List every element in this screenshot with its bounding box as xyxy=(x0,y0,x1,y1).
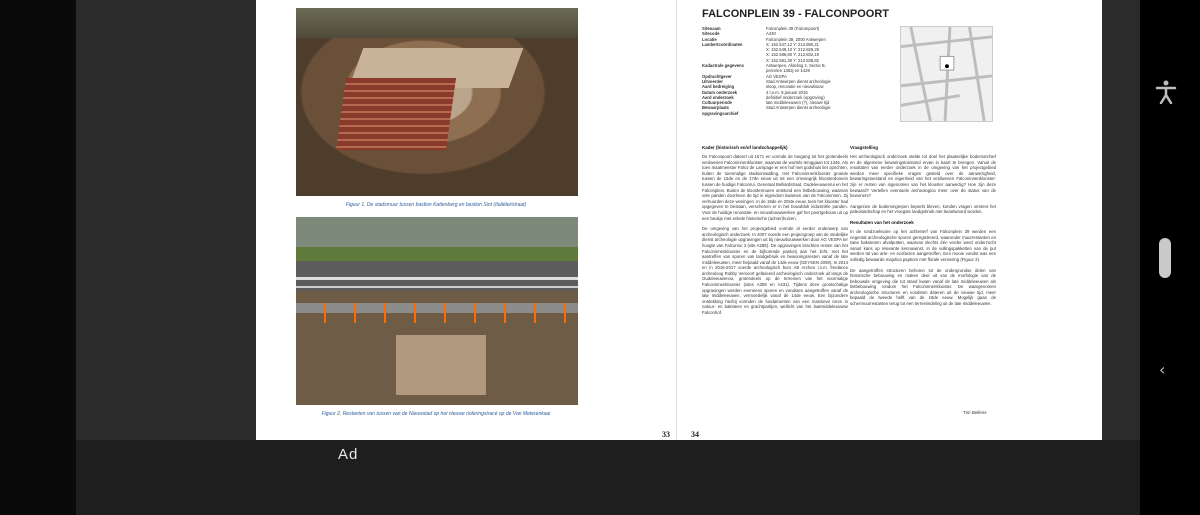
chevron-left-icon[interactable]: ‹ xyxy=(1159,360,1166,379)
accessibility-icon[interactable] xyxy=(1155,80,1177,104)
figure-1-caption: Figuur 1. De stadsmuur tussen bastion Kattenberg en bastion Sint (Italiëlei/straat) xyxy=(345,202,527,208)
location-map xyxy=(900,26,993,122)
figure-2-photo xyxy=(296,217,578,405)
paragraph: Het archeologisch onderzoek stelde tot doel het plaatselijke bodemarchief en de algemene bewaringstoestand ervan in kaart te brengen. Vanuit de resultaten van eerder onderzoek in de omgeving van het projectgebied werden meer specifieke vragen gesteld over de aanwezigheid, bewaringstoestand en eigenheid van het verdwenen Falconinnenklooster: zijn er resten van ingenomen van het klooster aanwezig? Hoe zijn deze bewaard? Vertellen eventuele archeologica meer over de status van de bewoners? xyxy=(850,154,996,199)
meta-value: X: 152.591,30 Y: 212.838,82 xyxy=(766,57,820,63)
page-number-left: 33 xyxy=(662,430,670,439)
meta-value: late middeleeuwen (?), nieuwe tijd xyxy=(766,100,830,106)
meta-value: percelen 1362j en 1428 xyxy=(766,68,810,74)
meta-key: Lambertcoördinaten xyxy=(702,41,743,47)
meta-key: Sitecode xyxy=(702,31,720,37)
meta-key: Datum onderzoek xyxy=(702,89,738,95)
paragraph: De omgeving van het projectgebied vormde al eerder onderwerp van archeologisch onderzoek. In 2007 voerde een projectgroep van de stedelijke dienst archeologie opgravingen uit bij nieuwbouwwerken door AG VESPA ter hoogte van Falconrui 3 (site A285). De opgravingen brachten resten van het Falconinnenklooster en de bijhorende pastorij aan het licht, met het aantreffen van sporen van landgebruik en bewoningsresten vanaf de late middeleeuwen, meer bepaald vanaf de 14de eeuw (GEYSEN 2008). In 2014 en in 2016-2017 voerde archeologisch buro AB Archeo i.s.m. freelance archeoloog Robby Vervoort gefaseerd archeologisch onderzoek uit langs de Oudeleeuwenrui, grotendeels op de terreinen van het voormalige Falconinnenklooster (sites A358 en A431). Tijdens deze grootschalige opgravingen werden eveneens sporen en vondsten aangetroffen vanaf de late middeleeuwen, vermoedelijk vanaf de 14de eeuw. Een bijzondere ontdekking hierbij vormden de fundamenten van een massieve toren in natuur- en baksteen en grachtpartijen, wellicht van het laatmiddeleeuwse Falconhof. xyxy=(702,226,848,316)
meta-key: Locatie xyxy=(702,36,717,42)
meta-value: A430 xyxy=(766,31,776,37)
meta-value: Antwerpen, Afdeling 2, Sectie B, xyxy=(766,63,826,69)
meta-value: X: 152.586,80 Y: 212.832,19 xyxy=(766,52,820,58)
meta-value: sloop, renovatie en nieuwbouw xyxy=(766,84,824,90)
meta-key: Uitvoerder xyxy=(702,78,723,84)
meta-value: definitief onderzoek (opgraving) xyxy=(766,94,825,100)
meta-value: Falconplein 39 (Falconpoort) xyxy=(766,26,820,31)
scrollbar-thumb[interactable] xyxy=(1159,238,1171,278)
column-left xyxy=(702,145,848,321)
meta-key: Kadastrale gegevens xyxy=(702,63,744,69)
meta-key: Cultuurperiode xyxy=(702,100,733,106)
page-number-right: 34 xyxy=(691,430,699,439)
page-right xyxy=(676,0,1102,440)
meta-key: Sitenaam xyxy=(702,26,721,31)
meta-value: Stad Antwerpen dienst archeologie xyxy=(766,78,831,84)
meta-row xyxy=(702,105,902,116)
meta-value: X: 152.547,12 Y: 212.880,21 xyxy=(766,41,820,47)
column-right xyxy=(850,145,996,312)
meta-value: AG VESPA xyxy=(766,73,787,79)
page-left xyxy=(256,0,676,440)
section-heading-vraagstelling: Vraagstelling xyxy=(850,145,879,150)
paragraph: De Falconpoort dateert uit 1671 en vormde de toegang tot het grotendeels verdwenen Falconinnenklooster, waarvan de wortels teruggaan tot 1346. Als toen maatmeester Falco de Lampage er een hof met godshuis liet oprichten, buiten de toenmalige stadsomwalling. Het Falconinnenklooster groeide tussen de 15de en de 17de eeuw uit tot een omvangrijk kloosterdomein tussen de huidige Falconrui, Generaal Belliardstraat, Oudeleeuwenrui en het Falconplein. Buiten de kloostermuren ontstond een lintbebouwing, waarvan vele panden doorheen de tijd in eigendom kwamen van de Falconinnen. Zij verhuurden deze woningen. In de 19de en 20ste eeuw, toen het klooster had opgegeven te bestaan, verschenen er in het bouwblok industriële panden. Voor de huidige renovatie- en nieuwbouwwerken gaf het poortgebouw uit op een beukje met enkele historische (achter)huizen. xyxy=(702,154,848,221)
paragraph: In de rondzoeksone op het achterterf van Falconplein 39 werden een negental archeologische sporen geregistreerd, waaronder muurrestanten en twee bakstenen afvalputten, waarvan slechts één verder werd onderzocht vanuit kans op relevante kennuwinst. In de vullingspakketten van de put werden tal van arte- en ecofacten aangetroffen. Een mooie vondst was een volledig bewaarde majolica papkom met florale versiering (Figuur 2). xyxy=(850,228,996,262)
meta-key: Bewaarplaats opgravingsarchief xyxy=(702,105,739,116)
section-heading-kader: Kader (historisch en/of landschappelijk) xyxy=(702,145,788,150)
author-signature: Tim Bellens xyxy=(963,410,987,415)
ad-label: Ad xyxy=(338,446,359,463)
meta-value: 4 t.e.m. 9 januari 2016 xyxy=(766,89,808,95)
meta-value: X: 152.549,10 Y: 212.829,28 xyxy=(766,47,820,53)
meta-key: Opdrachtgever xyxy=(702,73,732,79)
page-title: FALCONPLEIN 39 - FALCONPOORT xyxy=(702,8,890,20)
meta-value: Stad Antwerpen dienst archeologie xyxy=(766,105,831,111)
meta-key: Aard bedreiging xyxy=(702,84,735,90)
site-metadata xyxy=(702,26,902,116)
left-margin xyxy=(0,0,76,515)
meta-key: Aard onderzoek xyxy=(702,94,734,100)
figure-2-caption: Figuur 2. Restanten van tussen van de Nieuwstad op het nieuwe rioleringstracé op de Van Meterenkaai xyxy=(321,411,551,417)
section-heading-resultaten: Resultaten van het onderzoek xyxy=(850,219,914,225)
figure-1-photo xyxy=(296,8,578,196)
document-viewer[interactable] xyxy=(76,0,1140,440)
paragraph: Aangezien de bodemingrepen beperkt bleven, konden vragen omtrent het paleolandschap en het vroegste landgebruik niet beantwoord worden. xyxy=(850,203,996,215)
meta-value: Falconplein 39, 2000 Antwerpen xyxy=(766,36,826,42)
paragraph: De aangetroffen structuren behoren tot de ondergrondse delen van historische bebouwing en maken deel uit van de morfologie van de bebouwde omgeving die tot stand kwam vanaf de late middeleeuwen als lintbebouwing rondom het Falconinnenklooster. De waargenomen archeologische structuren en vondsten dateren uit de nieuwe tijd, meer bepaald de tweede helft van de 18de eeuw. Mogelijk gaan de schermuurrestanten terug tot een terreinindeling uit de late middeleeuwen. xyxy=(850,267,996,307)
ad-bar[interactable] xyxy=(76,440,1140,515)
